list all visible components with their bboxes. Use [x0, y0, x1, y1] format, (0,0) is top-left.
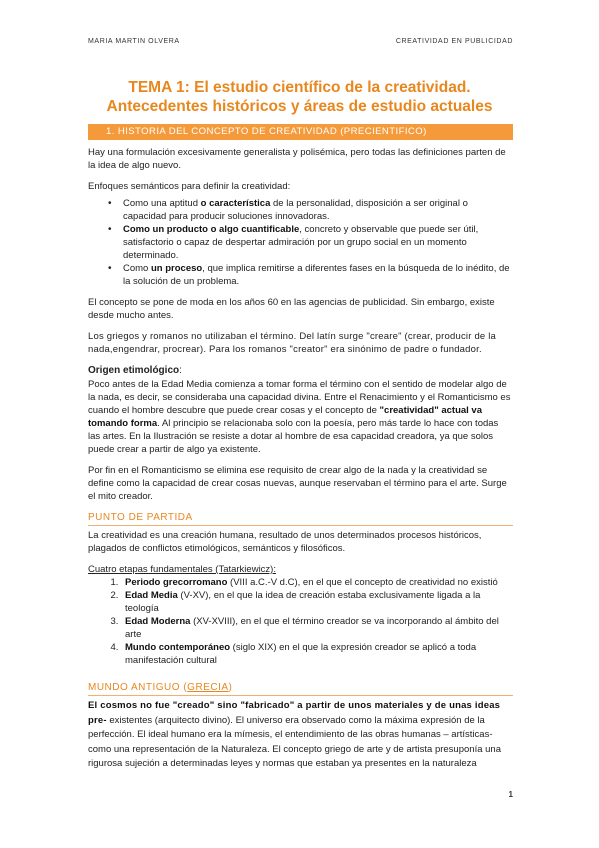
paragraph-intro: Hay una formulación excesivamente generalista y polisémica, pero todas las definiciones parten de la idea de algo nuevo. — [88, 147, 506, 171]
list-item: • Como una aptitud o característica de la personalidad, disposición a ser original o capacidad para producir soluciones innovadoras. — [123, 197, 513, 223]
paragraph-griegos: Los griegos y romanos no utilizaban el término. Del latín surge "creare" (crear, producir de la nada,engendrar, procrear). Para los romanos "creator" era sinónimo de padre o fundador. — [88, 331, 497, 355]
paragraph-moda: El concepto se pone de moda en los años 60 en las agencias de publicidad. Sin embargo, existe desde mucho antes. — [88, 297, 495, 321]
section-heading-text: 1. HISTORIA DEL CONCEPTO DE CREATIVIDAD (PRECIENTIFICO) — [106, 126, 427, 137]
origen-heading: Origen etimológico: — [88, 365, 182, 376]
paragraph-punto: La creatividad es una creación humana, resultado de unos determinados procesos históricos, plagados de conflictos etimológicos, semánticos y filosóficos. — [88, 530, 482, 554]
etapas-list — [88, 576, 513, 667]
page-title — [0, 78, 599, 116]
title-line-1: TEMA 1: El estudio científico de la creatividad. — [128, 79, 471, 96]
course-subject: CREATIVIDAD EN PUBLICIDAD — [395, 38, 513, 45]
list-item: 3. Edad Moderna (XV-XVIII), en el que el término creador se va incorporando al ámbito del arte — [121, 615, 513, 641]
mundo-antiguo-heading: MUNDO ANTIGUO (GRECIA) — [88, 681, 513, 696]
paragraph-origen: Poco antes de la Edad Media comienza a tomar forma el término con el sentido de modelar algo de la nada, es decir, se consideraba una capacidad divina. Entre el Renacimiento y el Romanticismo es cuando el hombre descubre que puede crear cosas y el concepto de "creatividad" actual va tomando forma. Al principio se relacionaba solo con la poesía, pero más tarde lo hace con todas las artes. En la Ilustración se resiste a dotar al hombre de esa capacidad creadora, ya que solos puede crear a partir de algo ya existente. — [88, 379, 511, 455]
paragraph-romanticismo: Por fin en el Romanticismo se elimina ese requisito de crear algo de la nada y la creatividad se define como la capacidad de crear cosas nuevas, aunque reservaban el término para el arte. Surge el mito creador. — [88, 465, 507, 502]
section-heading-bar — [88, 124, 513, 140]
list-item: 4. Mundo contemporáneo (siglo XIX) en el que la expresión creador se aplicó a toda manifestación cultural — [121, 641, 513, 667]
punto-de-partida-heading: PUNTO DE PARTIDA — [88, 511, 513, 526]
page-header — [88, 38, 513, 45]
grecia-link[interactable]: GRECIA — [187, 682, 229, 693]
document-body — [88, 146, 513, 780]
paragraph-mundo: El cosmos no fue "creado" sino "fabricado" a partir de unos materiales y de unas ideas pre- existentes (arquitecto divino). El universo era observado como la máxima expresión de la perfección. El ideal humano era la mímesis, el entendimiento de las obras humanas – artísticas- como una representación de la Naturaleza. El concepto griego de arte y de artista presuponía una rigurosa sujeción a determinadas leyes y normas que estaban ya presentes en la naturaleza — [88, 700, 501, 769]
list-item: • Como un producto o algo cuantificable, concreto y observable que puede ser útil, satisfactorio o capaz de despertar admiración por un grupo social en un momento determinado. — [123, 223, 513, 262]
list-item: • Como un proceso, que implica remitirse a diferentes fases en la búsqueda de lo inédito, de la solución de un problema. — [123, 262, 513, 288]
page-number: 1 — [508, 790, 513, 799]
list-item: 1. Periodo grecorromano (VIII a.C.-V d.C), en el que el concepto de creatividad no existió — [121, 576, 513, 589]
enfoques-list — [88, 197, 513, 288]
etapas-heading: Cuatro etapas fundamentales (Tatarkiewicz): — [88, 564, 276, 575]
paragraph-enfoques: Enfoques semánticos para definir la creatividad: — [88, 181, 291, 192]
title-line-2: Antecedentes históricos y áreas de estudio actuales — [106, 98, 493, 115]
list-item: 2. Edad Media (V-XV), en el que la idea de creación estaba exclusivamente ligada a la teología — [121, 589, 513, 615]
author-name: MARIA MARTIN OLVERA — [88, 38, 180, 45]
